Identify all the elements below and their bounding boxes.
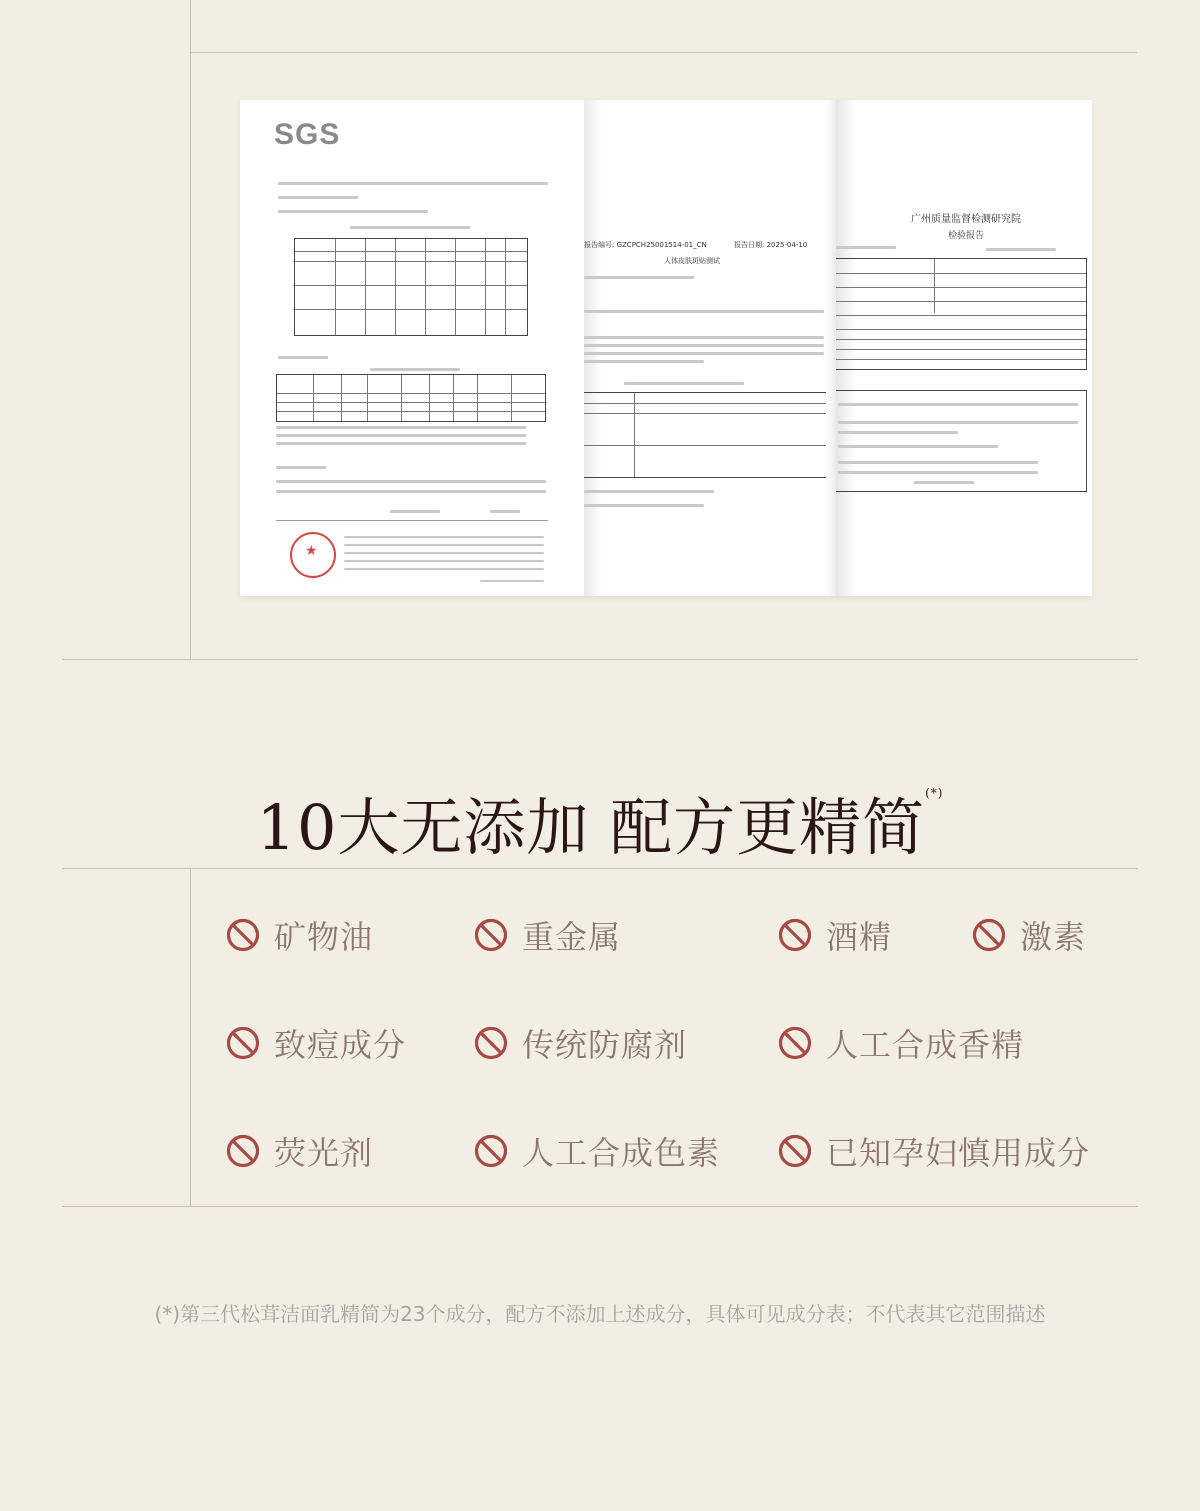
test-report-documents <box>240 100 1092 596</box>
free-from-item <box>474 1018 687 1068</box>
seal-icon <box>290 532 336 578</box>
free-from-item <box>972 910 1086 960</box>
patch-test-title: 人体皮肤斑贴测试 <box>664 257 720 265</box>
no-entry-icon <box>778 1026 812 1060</box>
free-from-label: 已知孕妇慎用成分 <box>826 1134 1091 1172</box>
heading-footnote-mark: (*) <box>925 786 944 800</box>
no-entry-icon <box>474 918 508 952</box>
free-from-item <box>778 1018 1024 1068</box>
free-from-item <box>226 1018 406 1068</box>
free-from-item <box>474 1126 720 1176</box>
free-from-label: 矿物油 <box>274 918 374 956</box>
patch-test-table <box>584 392 826 478</box>
no-entry-icon <box>778 918 812 952</box>
institute-subtitle: 检验报告 <box>947 231 984 241</box>
frame-line-mid-horizontal <box>62 659 1138 660</box>
institute-info-table <box>836 258 1087 370</box>
frame-line-top-horizontal <box>190 52 1137 53</box>
free-from-item <box>226 1126 373 1176</box>
free-from-item <box>778 910 892 960</box>
no-entry-icon <box>226 1134 260 1168</box>
frame-line-list-vertical <box>190 868 191 1206</box>
free-from-label: 激素 <box>1020 918 1087 956</box>
heading-text: 10大无添加 配方更精简 <box>256 791 926 864</box>
section-heading <box>0 778 1200 867</box>
no-entry-icon <box>474 1134 508 1168</box>
no-entry-icon <box>474 1026 508 1060</box>
institute-title: 广州质量监督检测研究院 <box>911 214 1021 225</box>
sgs-report-page <box>240 100 584 596</box>
free-from-label: 酒精 <box>826 918 893 956</box>
no-entry-icon <box>778 1134 812 1168</box>
sgs-logo: SGS <box>274 118 341 151</box>
free-from-label: 重金属 <box>522 918 622 956</box>
patch-test-page <box>584 100 836 596</box>
free-from-label: 传统防腐剂 <box>522 1026 688 1064</box>
report-number: 报告编号: GZCPCH25001514-01_CN <box>584 241 707 249</box>
frame-line-list-top <box>62 868 1138 869</box>
institute-report-page <box>836 100 1092 596</box>
free-from-item <box>778 1126 1090 1176</box>
no-entry-icon <box>226 918 260 952</box>
footnote: (*)第三代松茸洁面乳精简为23个成分，配方不添加上述成分，具体可见成分表；不代表其它范围描述 <box>154 1302 1046 1326</box>
free-from-label: 人工合成香精 <box>826 1026 1025 1064</box>
results-table-1 <box>294 238 528 336</box>
free-from-label: 荧光剂 <box>274 1134 374 1172</box>
no-entry-icon <box>972 918 1006 952</box>
free-from-item <box>474 910 621 960</box>
free-from-label: 人工合成色素 <box>522 1134 721 1172</box>
free-from-label: 致痘成分 <box>274 1026 407 1064</box>
results-table-2 <box>276 374 546 422</box>
report-date: 报告日期: 2025-04-10 <box>734 241 808 249</box>
frame-line-top-vertical <box>190 0 191 660</box>
free-from-item <box>226 910 373 960</box>
no-entry-icon <box>226 1026 260 1060</box>
frame-line-list-bottom <box>62 1206 1138 1207</box>
